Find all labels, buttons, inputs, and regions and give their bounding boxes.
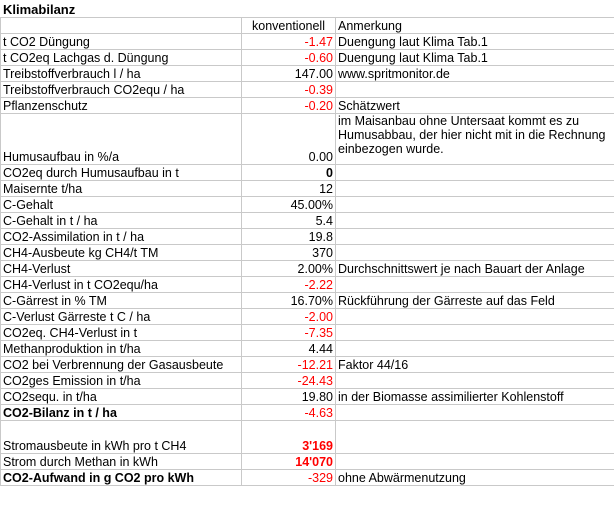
row-value[interactable]: 370 (242, 245, 336, 261)
column-header-anmerkung[interactable]: Anmerkung (336, 18, 614, 34)
row-label[interactable]: Humusaufbau in %/a (1, 114, 242, 165)
row-value[interactable]: -12.21 (242, 357, 336, 373)
column-header-konventionell[interactable]: konventionell (242, 18, 336, 34)
row-label[interactable]: t CO2eq Lachgas d. Düngung (1, 50, 242, 66)
row-label[interactable]: Treibstoffverbrauch l / ha (1, 66, 242, 82)
row-label[interactable]: Pflanzenschutz (1, 98, 242, 114)
row-value[interactable]: -0.20 (242, 98, 336, 114)
row-value[interactable]: 19.80 (242, 389, 336, 405)
row-note[interactable] (336, 181, 614, 197)
row-value[interactable]: -2.00 (242, 309, 336, 325)
row-label[interactable]: CO2-Assimilation in t / ha (1, 229, 242, 245)
row-value[interactable]: -2.22 (242, 277, 336, 293)
row-note[interactable] (336, 165, 614, 181)
row-value[interactable]: 3'169 (242, 421, 336, 454)
row-value[interactable]: -1.47 (242, 34, 336, 50)
row-label[interactable]: Stromausbeute in kWh pro t CH4 (1, 421, 242, 454)
row-value[interactable]: 14'070 (242, 454, 336, 470)
row-value[interactable]: -0.60 (242, 50, 336, 66)
row-note[interactable] (336, 373, 614, 389)
row-label[interactable]: C-Gehalt (1, 197, 242, 213)
row-value[interactable]: -0.39 (242, 82, 336, 98)
row-value[interactable]: -329 (242, 470, 336, 486)
row-note[interactable] (336, 277, 614, 293)
row-label[interactable]: Treibstoffverbrauch CO2equ / ha (1, 82, 242, 98)
row-note[interactable] (336, 454, 614, 470)
row-label[interactable]: C-Gärrest in % TM (1, 293, 242, 309)
row-note[interactable]: in der Biomasse assimilierter Kohlenstoff (336, 389, 614, 405)
row-label[interactable]: CO2ges Emission in t/ha (1, 373, 242, 389)
row-value[interactable]: -7.35 (242, 325, 336, 341)
row-label[interactable]: C-Verlust Gärreste t C / ha (1, 309, 242, 325)
row-value[interactable]: 0 (242, 165, 336, 181)
row-label[interactable]: CH4-Verlust in t CO2equ/ha (1, 277, 242, 293)
row-note[interactable]: Durchschnittswert je nach Bauart der Anlage (336, 261, 614, 277)
row-note[interactable]: Schätzwert (336, 98, 614, 114)
row-label[interactable]: Methanproduktion in t/ha (1, 341, 242, 357)
row-note[interactable] (336, 82, 614, 98)
row-value[interactable]: -4.63 (242, 405, 336, 421)
row-note[interactable]: im Maisanbau ohne Untersaat kommt es zu Humusabbau, der hier nicht mit in die Rechnung einbezogen wurde. (336, 114, 614, 165)
row-note[interactable] (336, 197, 614, 213)
row-value[interactable]: 147.00 (242, 66, 336, 82)
row-note[interactable] (336, 245, 614, 261)
sheet-title[interactable]: Klimabilanz (1, 1, 242, 18)
row-note[interactable] (336, 405, 614, 421)
row-label[interactable]: Maisernte t/ha (1, 181, 242, 197)
row-label[interactable]: Strom durch Methan in kWh (1, 454, 242, 470)
row-note[interactable]: Duengung laut Klima Tab.1 (336, 50, 614, 66)
row-label[interactable]: CO2sequ. in t/ha (1, 389, 242, 405)
row-value[interactable]: 16.70% (242, 293, 336, 309)
row-note[interactable]: Rückführung der Gärreste auf das Feld (336, 293, 614, 309)
row-note[interactable] (336, 229, 614, 245)
row-label[interactable]: t CO2 Düngung (1, 34, 242, 50)
row-note[interactable] (336, 309, 614, 325)
row-note[interactable]: Faktor 44/16 (336, 357, 614, 373)
row-label[interactable]: CO2eq durch Humusaufbau in t (1, 165, 242, 181)
row-value[interactable]: 19.8 (242, 229, 336, 245)
row-label[interactable]: CH4-Verlust (1, 261, 242, 277)
row-note[interactable]: Duengung laut Klima Tab.1 (336, 34, 614, 50)
row-value[interactable]: 5.4 (242, 213, 336, 229)
row-note[interactable]: ohne Abwärmenutzung (336, 470, 614, 486)
empty-cell[interactable] (1, 18, 242, 34)
row-label[interactable]: CO2-Aufwand in g CO2 pro kWh (1, 470, 242, 486)
row-value[interactable]: 2.00% (242, 261, 336, 277)
row-note[interactable] (336, 421, 614, 454)
row-label[interactable]: CH4-Ausbeute kg CH4/t TM (1, 245, 242, 261)
empty-cell[interactable] (242, 1, 336, 18)
row-value[interactable]: -24.43 (242, 373, 336, 389)
row-note[interactable] (336, 325, 614, 341)
row-label[interactable]: CO2eq. CH4-Verlust in t (1, 325, 242, 341)
row-value[interactable]: 45.00% (242, 197, 336, 213)
row-note[interactable]: www.spritmonitor.de (336, 66, 614, 82)
row-value[interactable]: 4.44 (242, 341, 336, 357)
empty-cell[interactable] (336, 1, 614, 18)
row-value[interactable]: 12 (242, 181, 336, 197)
row-note[interactable] (336, 213, 614, 229)
row-note[interactable] (336, 341, 614, 357)
row-label[interactable]: CO2-Bilanz in t / ha (1, 405, 242, 421)
row-label[interactable]: C-Gehalt in t / ha (1, 213, 242, 229)
row-value[interactable]: 0.00 (242, 114, 336, 165)
row-label[interactable]: CO2 bei Verbrennung der Gasausbeute (1, 357, 242, 373)
